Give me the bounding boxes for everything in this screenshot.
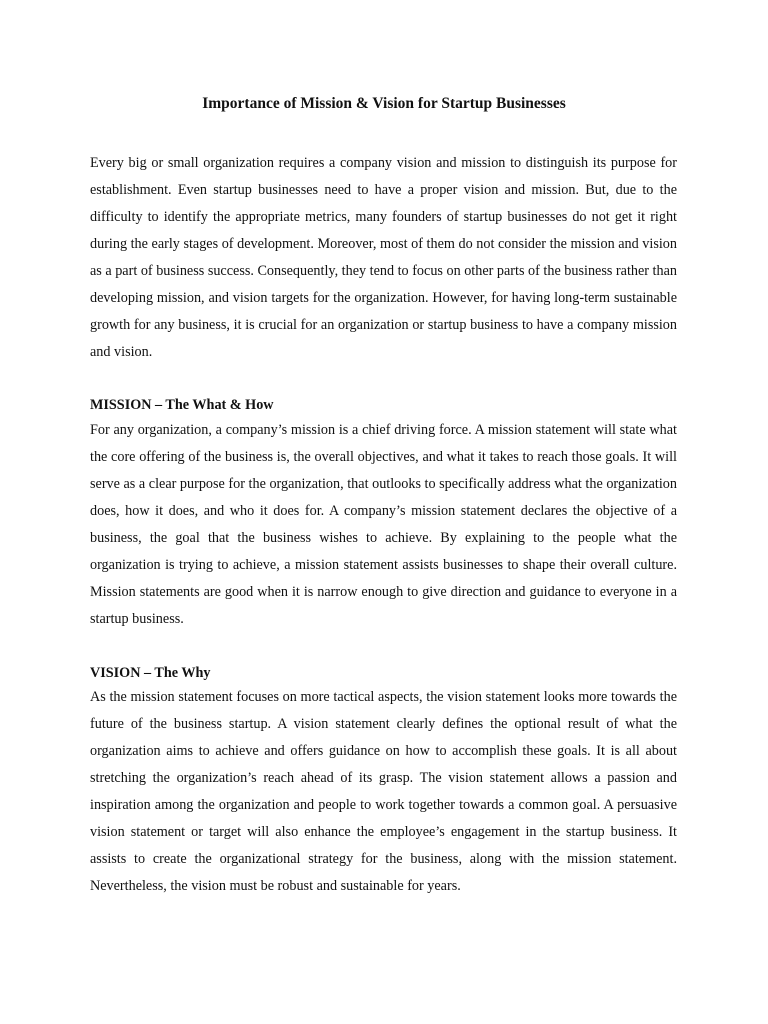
mission-heading: MISSION – The What & How	[90, 397, 274, 413]
vision-heading: VISION – The Why	[90, 665, 211, 681]
mission-paragraph: For any organization, a company’s mission is a chief driving force. A mission statement will state what the core offering of the business is, the overall objectives, and what it takes to reach those goals. It will serve as a clear purpose for the organization, that outlooks to specifically address what the organization does, how it does, and who it does for. A company’s mission statement declares the objective of a business, the goal that the business wishes to achieve. By explaining to the people what the organization is trying to achieve, a mission statement assists businesses to shape their overall culture. Mission statements are good when it is narrow enough to give direction and guidance to everyone in a startup business.	[90, 422, 677, 627]
intro-paragraph: Every big or small organization requires a company vision and mission to distinguish its purpose for establishment. Even startup businesses need to have a proper vision and mission. But, due to the difficulty to identify the appropriate metrics, many founders of startup businesses do not get it right during the early stages of development. Moreover, most of them do not consider the mission and vision as a part of business success. Consequently, they tend to focus on other parts of the business rather than developing mission, and vision targets for the organization. However, for having long-term sustainable growth for any business, it is crucial for an organization or startup business to have a company mission and vision.	[90, 155, 677, 360]
document-title: Importance of Mission & Vision for Startup Businesses	[202, 95, 566, 112]
vision-paragraph: As the mission statement focuses on more tactical aspects, the vision statement looks more towards the future of the business startup. A vision statement clearly defines the optional result of what the organization aims to achieve and offers guidance on how to accomplish these goals. It is all about stretching the organization’s reach ahead of its grasp. The vision statement allows a passion and inspiration among the organization and people to work together towards a common goal. A persuasive vision statement or target will also enhance the employee’s engagement in the startup business. It assists to create the organizational strategy for the business, along with the mission statement. Nevertheless, the vision must be robust and sustainable for years.	[90, 689, 677, 894]
